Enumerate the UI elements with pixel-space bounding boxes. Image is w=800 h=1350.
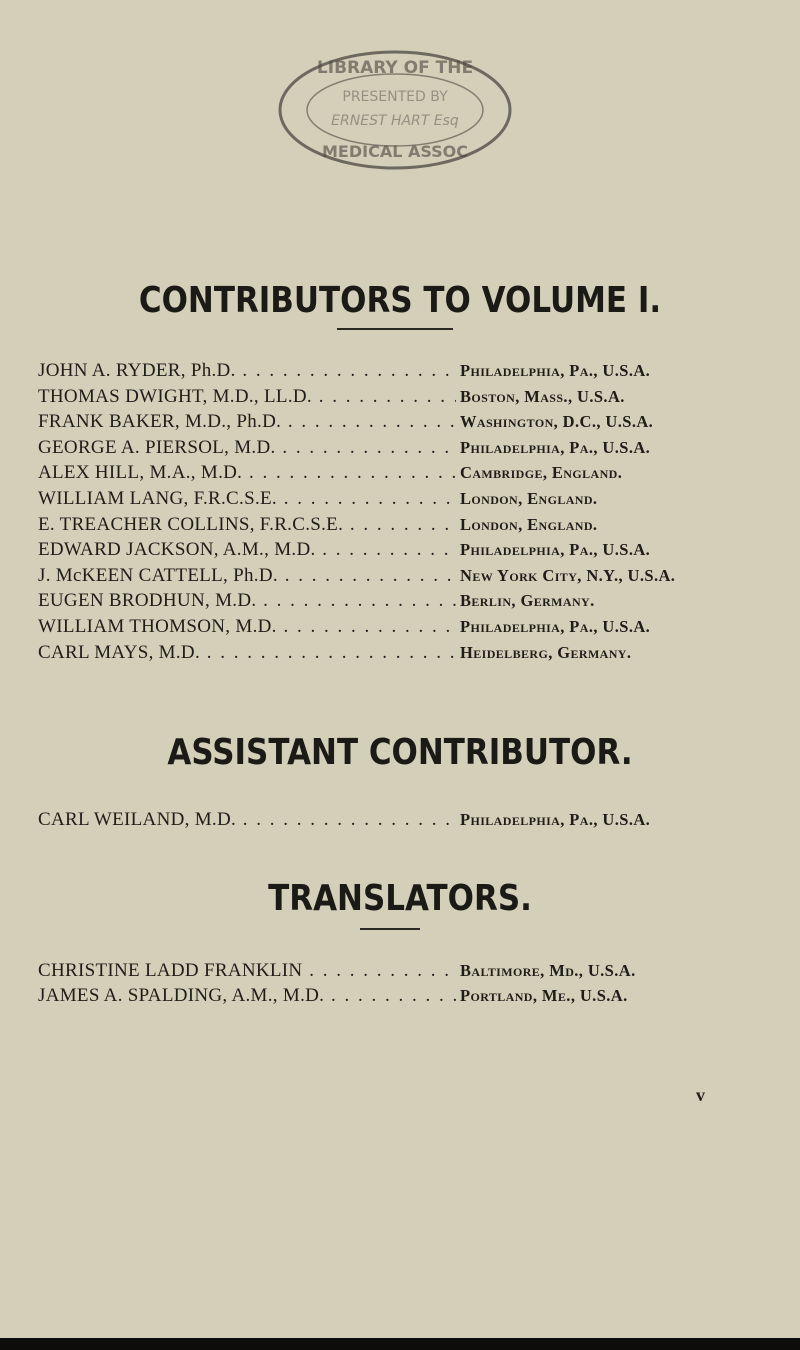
contributor-name: WILLIAM LANG, F.R.C.S.E. . . . <box>38 486 456 512</box>
stamp-bottom-text: MEDICAL ASSOC <box>321 142 469 161</box>
contributor-name: E. TREACHER COLLINS, F.R.C.S.E. . . . <box>38 512 456 538</box>
entry-row <box>38 358 788 384</box>
library-stamp <box>265 45 525 175</box>
contributor-name: GEORGE A. PIERSOL, M.D. . . . <box>38 435 456 461</box>
entry-row <box>38 409 788 435</box>
entry-row <box>38 614 788 640</box>
contributor-name: CARL WEILAND, M.D. . . . <box>38 807 456 833</box>
entry-row <box>38 588 788 614</box>
contributor-location: Philadelphia, Pa., U.S.A. <box>456 807 650 833</box>
contributor-name: JOHN A. RYDER, Ph.D. . . . <box>38 358 456 384</box>
contributor-location: Portland, Me., U.S.A. <box>456 983 628 1009</box>
contributor-name: J. McKEEN CATTELL, Ph.D. . . . <box>38 563 456 589</box>
contributor-location: Philadelphia, Pa., U.S.A. <box>456 435 650 461</box>
contributor-location: Washington, D.C., U.S.A. <box>456 409 653 435</box>
assistant-heading: ASSISTANT CONTRIBUTOR. <box>167 732 633 773</box>
entry-row <box>38 512 788 538</box>
entry-row <box>38 486 788 512</box>
contributor-name: EUGEN BRODHUN, M.D. . . . <box>38 588 456 614</box>
contributor-name: CARL MAYS, M.D. . . . <box>38 640 456 666</box>
entry-row <box>38 958 788 984</box>
contributor-name: CHRISTINE LADD FRANKLIN . . . <box>38 958 456 984</box>
contributor-location: Philadelphia, Pa., U.S.A. <box>456 537 650 563</box>
contributor-location: Cambridge, England. <box>456 460 622 486</box>
stamp-line-1: PRESENTED BY <box>342 89 448 105</box>
entry-row <box>38 537 788 563</box>
stamp-top-text: LIBRARY OF THE <box>316 58 474 78</box>
contributor-location: Philadelphia, Pa., U.S.A. <box>456 614 650 640</box>
entry-row <box>38 640 788 666</box>
contributor-name: FRANK BAKER, M.D., Ph.D. . . . <box>38 409 456 435</box>
page-number: v <box>696 1085 705 1105</box>
stamp-line-2: ERNEST HART Esq <box>331 113 459 129</box>
contributors-rule <box>337 328 453 330</box>
contributor-location: Berlin, Germany. <box>456 588 595 614</box>
entry-row <box>38 983 788 1009</box>
contributor-location: Boston, Mass., U.S.A. <box>456 384 625 410</box>
entry-row <box>38 435 788 461</box>
entry-row <box>38 563 788 589</box>
contributors-heading: CONTRIBUTORS TO VOLUME I. <box>138 280 662 321</box>
entry-row <box>38 807 788 833</box>
contributor-name: JAMES A. SPALDING, A.M., M.D. . . . <box>38 983 456 1009</box>
contributor-name: WILLIAM THOMSON, M.D. . . . <box>38 614 456 640</box>
contributor-location: New York City, N.Y., U.S.A. <box>456 563 675 589</box>
entry-row <box>38 384 788 410</box>
translators-heading: TRANSLATORS. <box>268 878 532 919</box>
contributor-name: THOMAS DWIGHT, M.D., LL.D. . . . <box>38 384 456 410</box>
contributor-location: Philadelphia, Pa., U.S.A. <box>456 358 650 384</box>
translators-rule <box>360 928 420 930</box>
contributor-name: EDWARD JACKSON, A.M., M.D. . . . <box>38 537 456 563</box>
contributor-location: Heidelberg, Germany. <box>456 640 631 666</box>
library-stamp-seal <box>265 45 525 175</box>
entry-row <box>38 460 788 486</box>
contributor-location: Baltimore, Md., U.S.A. <box>456 958 636 984</box>
contributor-location: London, England. <box>456 486 597 512</box>
contributor-name: ALEX HILL, M.A., M.D. . . . <box>38 460 456 486</box>
scan-edge <box>0 1338 800 1350</box>
contributor-location: London, England. <box>456 512 597 538</box>
